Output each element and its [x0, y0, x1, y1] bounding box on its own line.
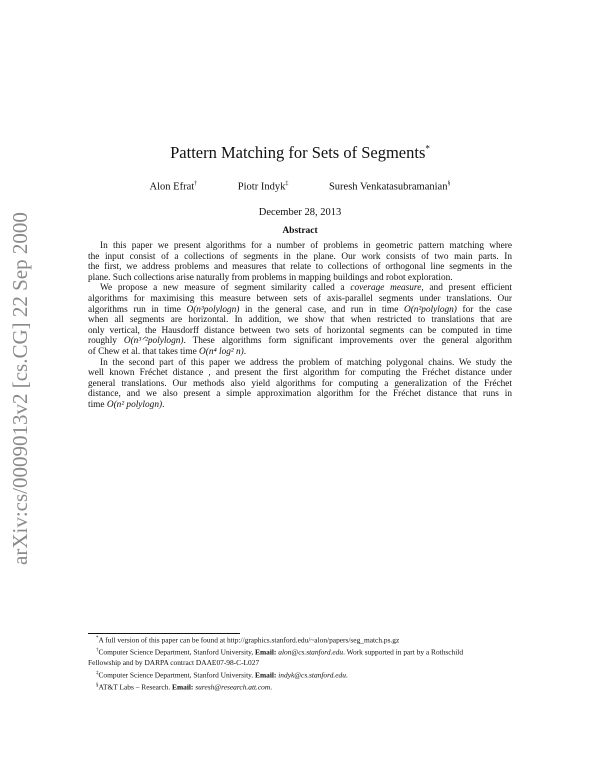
line-text: only vertical, the Hausdorff distance between two sets of horizontal segments can be computed in time	[88, 325, 512, 336]
line-text: .	[243, 346, 247, 357]
line-text: of Chew et al. that takes time	[88, 346, 200, 357]
footnote-text: AT&T Labs – Research.	[98, 682, 173, 692]
line-text: well known Fréchet distance , and present the first algorithm for computing the Fréchet distance under	[88, 368, 512, 379]
emphasis-text: O(n³polylogn)	[186, 304, 240, 315]
abstract-line	[88, 379, 512, 390]
footnote-text: Computer Science Department, Stanford University.	[98, 670, 256, 680]
line-text: the first, we address problems and measures that relate to collections of orthogonal line segments in the	[88, 262, 512, 273]
email-address: indyk@cs.stanford.edu	[278, 670, 346, 680]
abstract-heading: Abstract	[282, 226, 318, 236]
footnote-text: .	[270, 682, 273, 692]
email-label: Email:	[172, 682, 194, 692]
line-text: roughly	[88, 336, 124, 347]
line-text: distance, and we also present a simple approximation algorithm for the Fréchet distance that runs in	[88, 389, 512, 400]
line-text: algorithms for maximising this measure between sets of axis-parallel segments under translations. Our	[88, 293, 512, 304]
abstract-line	[88, 262, 512, 273]
footnote-text: Computer Science Department, Stanford University,	[98, 647, 256, 657]
abstract-line	[88, 336, 512, 347]
footnote-text: A full version of this paper can be found at http://graphics.stanford.edu/~alon/papers/seg_match.ps.gz	[98, 635, 400, 645]
emphasis-text: O(n²polylogn)	[403, 304, 457, 315]
author-name: Suresh Venkatasubramanian	[328, 181, 448, 193]
footnote	[88, 669, 518, 681]
abstract-line	[88, 347, 512, 358]
line-text: plane. Such collections arise naturally from problems in mapping buildings and robot exploration.	[88, 272, 453, 283]
footnote-text: . Work supported in part by a Rothschild	[343, 647, 464, 657]
author-name: Piotr Indyk	[237, 181, 286, 193]
paper-title	[0, 143, 600, 163]
footnote	[88, 681, 518, 693]
line-text: In this paper we present algorithms for a number of problems in geometric pattern matching where	[100, 241, 512, 251]
line-text: the input consist of a collections of segments in the plane. Our work consists of two main parts. In	[88, 251, 512, 262]
line-text: time	[88, 399, 107, 410]
emphasis-text: O(n³ᐟ²polylogn)	[123, 336, 184, 347]
footnote-mark: *	[96, 636, 99, 641]
author	[238, 181, 289, 193]
arxiv-stamp: arXiv:cs/0009013v2 [cs.CG] 22 Sep 2000	[8, 212, 32, 565]
abstract-line	[88, 252, 512, 263]
abstract-line	[88, 283, 512, 294]
line-text: in the general case, and run in time	[239, 304, 404, 315]
footnotes	[88, 634, 518, 693]
line-text: when all segments are horizontal. In addition, we show that when restricted to translations that are	[88, 315, 512, 326]
line-text: , and present efficient	[421, 283, 512, 294]
title-text: Pattern Matching for Sets of Segments	[170, 143, 426, 162]
emphasis-text: coverage measure	[350, 283, 422, 294]
abstract-line	[88, 389, 512, 400]
email-address: suresh@research.att.com	[195, 682, 271, 692]
emphasis-text: O(n² polylogn)	[106, 399, 163, 410]
abstract-line	[88, 358, 512, 369]
footnote-text: .	[345, 670, 348, 680]
line-text: . These algorithms form significant improvements over the general algorithm	[183, 336, 512, 347]
abstract-line	[88, 294, 512, 305]
title-footnote-mark: *	[425, 143, 430, 154]
line-text: algorithms run in time	[88, 304, 187, 315]
author-mark: ‡	[285, 181, 289, 187]
abstract-line	[88, 273, 512, 284]
line-text: In the second part of this paper we address the problem of matching polygonal chains. We study the	[100, 357, 512, 368]
line-text: general translations. Our methods also yield algorithms for computing a generalization of the Fréchet	[88, 378, 512, 389]
author	[150, 181, 198, 193]
email-label: Email:	[255, 647, 277, 657]
footnote-continued: Fellowship and by DARPA contract DAAE07-98-C-L027	[88, 658, 260, 668]
footnote-mark: §	[96, 683, 99, 689]
abstract-line	[88, 241, 512, 252]
line-text: for the case	[456, 304, 512, 315]
abstract-line	[88, 400, 512, 411]
footnote	[88, 634, 518, 646]
footnote	[88, 646, 518, 658]
author	[329, 181, 450, 193]
emphasis-text: O(n⁴ log² n)	[199, 346, 244, 357]
abstract-line	[88, 326, 512, 337]
email-label: Email:	[255, 670, 277, 680]
footnote-mark: †	[96, 648, 99, 654]
abstract-line	[88, 368, 512, 379]
line-text: We propose a new measure of segment similarity called a	[100, 283, 351, 294]
abstract-line	[88, 315, 512, 326]
author-mark: §	[447, 181, 451, 187]
footnote-mark: ‡	[96, 671, 99, 677]
author-list	[0, 181, 600, 193]
author-mark: †	[194, 181, 198, 187]
abstract-line	[88, 305, 512, 316]
email-address: alon@cs.stanford.edu	[278, 647, 344, 657]
author-name: Alon Efrat	[149, 181, 195, 193]
line-text: .	[162, 399, 165, 410]
abstract-body	[88, 241, 512, 411]
paper-date: December 28, 2013	[258, 207, 342, 218]
